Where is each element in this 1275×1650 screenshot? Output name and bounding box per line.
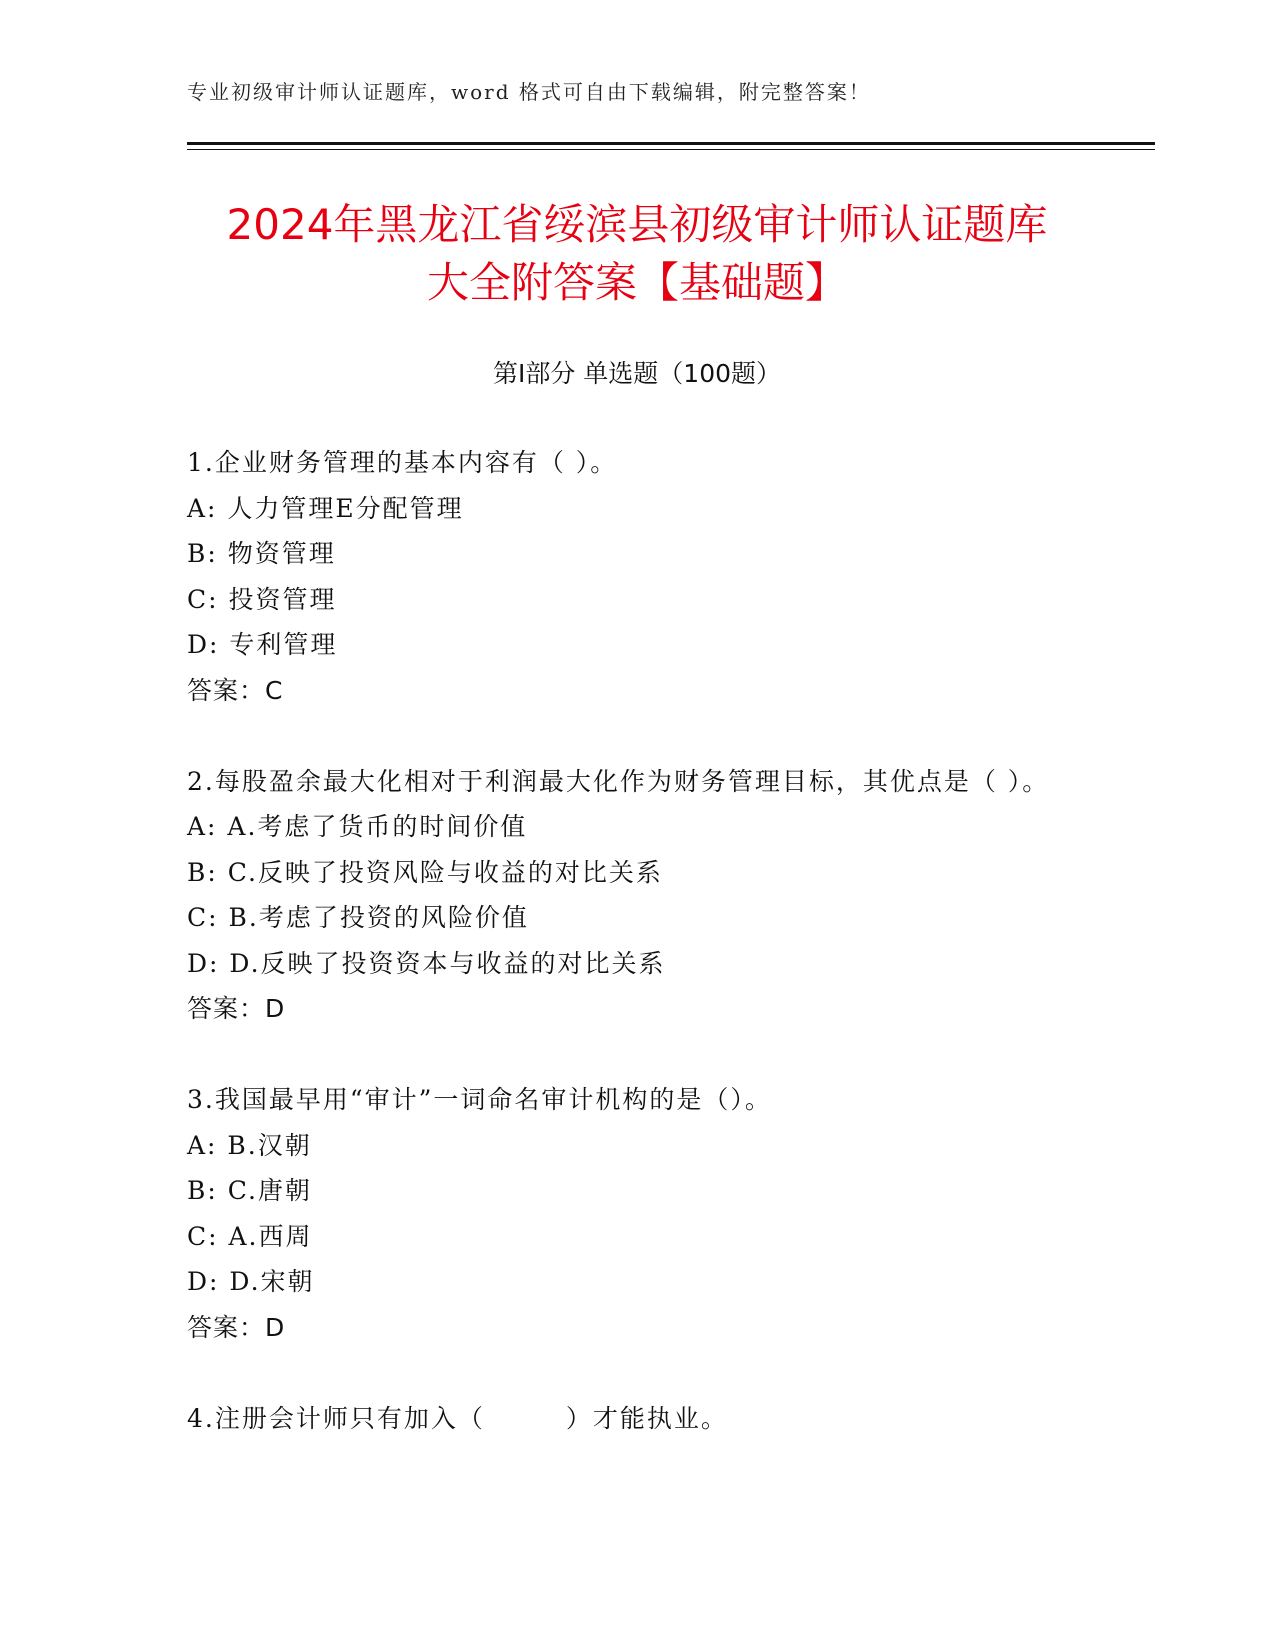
option-c: C: A.西周 <box>187 1221 313 1251</box>
question-stem: 3.我国最早用“审计”一词命名审计机构的是（）。 <box>187 1085 772 1114</box>
spacer <box>187 1032 1067 1078</box>
question-stem: 1.企业财务管理的基本内容有（ ）。 <box>187 448 618 477</box>
question-stem: 2.每股盈余最大化相对于利润最大化作为财务管理目标，其优点是（ ）。 <box>187 766 1050 796</box>
answer: 答案：D <box>187 1312 286 1342</box>
answer: 答案：D <box>187 994 286 1023</box>
spacer <box>187 713 1067 759</box>
question-list <box>187 440 1067 1441</box>
option-c: C: B.考虑了投资的风险价值 <box>187 903 529 932</box>
title-line-1: 2024年黑龙江省绥滨县初级审计师认证题库 <box>226 200 1048 249</box>
option-b: B: 物资管理 <box>187 539 336 568</box>
option-c: C: 投资管理 <box>187 584 337 614</box>
question-1 <box>187 440 1067 713</box>
header-note: 专业初级审计师认证题库，word 格式可自由下载编辑，附完整答案！ <box>187 80 871 104</box>
option-d: D: D.宋朝 <box>187 1267 315 1296</box>
option-b: B: C.反映了投资风险与收益的对比关系 <box>187 857 663 887</box>
option-a: A: A.考虑了货币的时间价值 <box>187 812 528 841</box>
answer: 答案：C <box>187 675 284 705</box>
title-line-2: 大全附答案【基础题】 <box>426 258 847 307</box>
option-a: A: 人力管理E分配管理 <box>187 493 464 523</box>
option-a: A: B.汉朝 <box>187 1130 312 1160</box>
header-rule-thin <box>187 149 1155 150</box>
document-title <box>187 196 1087 312</box>
question-3 <box>187 1077 1067 1350</box>
option-b: B: C.唐朝 <box>187 1176 312 1205</box>
option-d: D: 专利管理 <box>187 630 338 659</box>
section-heading: 第Ⅰ部分 单选题（100题） <box>492 359 782 388</box>
header-rule-thick <box>187 142 1155 145</box>
question-2 <box>187 759 1067 1032</box>
question-stem: 4.注册会计师只有加入（ ）才能执业。 <box>187 1403 728 1433</box>
spacer <box>187 1350 1067 1396</box>
question-4 <box>187 1396 1067 1442</box>
option-d: D: D.反映了投资资本与收益的对比关系 <box>187 948 666 978</box>
